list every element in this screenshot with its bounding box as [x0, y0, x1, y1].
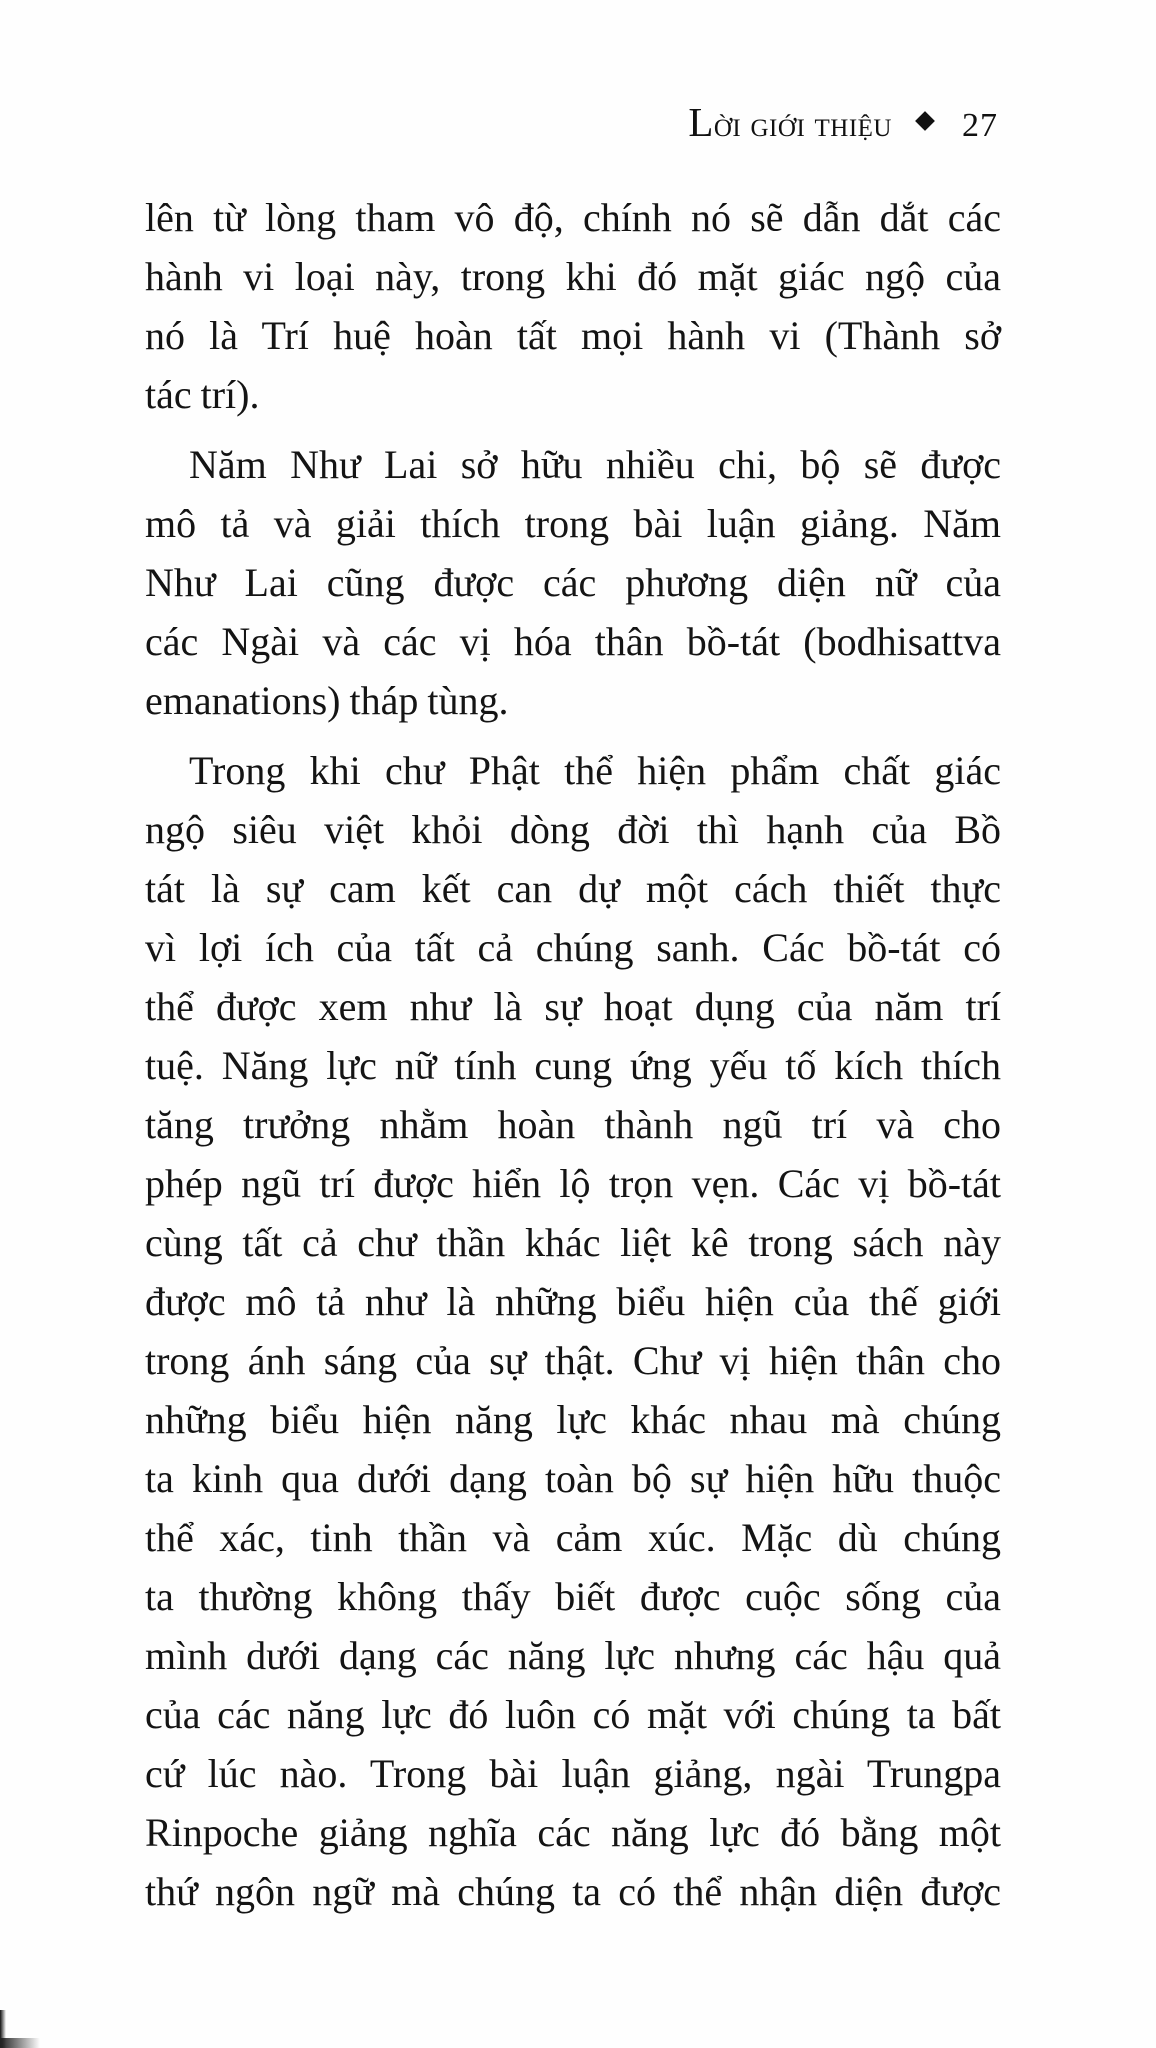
- text-line: ta kinh qua dưới dạng toàn bộ sự hiện hữu thuộc: [145, 1456, 1001, 1501]
- text-line: tát là sự cam kết can dự một cách thiết thực: [145, 866, 1001, 911]
- text-line: tuệ. Năng lực nữ tính cung ứng yếu tố kích thích: [145, 1043, 1001, 1088]
- text-line: ta thường không thấy biết được cuộc sống của: [145, 1574, 1001, 1619]
- running-header: [688, 98, 998, 146]
- text-line: của các năng lực đó luôn có mặt với chúng ta bất: [145, 1692, 1001, 1737]
- text-line: Rinpoche giảng nghĩa các năng lực đó bằng một: [145, 1810, 1001, 1855]
- diamond-icon: [915, 111, 935, 131]
- text-line: thứ ngôn ngữ mà chúng ta có thể nhận diện được: [145, 1869, 1001, 1914]
- text-line: tăng trưởng nhằm hoàn thành ngũ trí và cho: [145, 1102, 1001, 1147]
- chapter-title-rest: ời giới thiệu: [713, 105, 892, 144]
- text-line: trong ánh sáng của sự thật. Chư vị hiện thân cho: [145, 1338, 1001, 1383]
- text-line: mình dưới dạng các năng lực nhưng các hậu quả: [145, 1633, 1001, 1678]
- text-line: được mô tả như là những biểu hiện của thế giới: [145, 1279, 1001, 1324]
- paragraph-1: [145, 188, 1001, 424]
- text-line: tác trí).: [145, 372, 260, 417]
- text-line: cứ lúc nào. Trong bài luận giảng, ngài Trungpa: [145, 1751, 1001, 1796]
- text-line: phép ngũ trí được hiển lộ trọn vẹn. Các vị bồ-tát: [145, 1161, 1001, 1206]
- text-line: emanations) tháp tùng.: [145, 678, 509, 723]
- text-line: các Ngài và các vị hóa thân bồ-tát (bodhisattva: [145, 619, 1001, 664]
- paragraph-2: [145, 435, 1001, 730]
- chapter-title: [688, 98, 892, 146]
- text-line: cùng tất cả chư thần khác liệt kê trong sách này: [145, 1220, 1001, 1265]
- body-text: [145, 188, 1001, 1932]
- scan-edge-shadow: [0, 2038, 40, 2048]
- paragraph-3: [145, 741, 1001, 1921]
- text-line: nó là Trí huệ hoàn tất mọi hành vi (Thành sở: [145, 313, 1001, 358]
- text-line: ngộ siêu việt khỏi dòng đời thì hạnh của Bồ: [145, 807, 1001, 852]
- text-line: Năm Như Lai sở hữu nhiều chi, bộ sẽ được: [189, 442, 1001, 487]
- text-line: lên từ lòng tham vô độ, chính nó sẽ dẫn dắt các: [145, 195, 1001, 240]
- text-line: vì lợi ích của tất cả chúng sanh. Các bồ-tát có: [145, 925, 1001, 970]
- text-line: Như Lai cũng được các phương diện nữ của: [145, 560, 1001, 605]
- text-line: mô tả và giải thích trong bài luận giảng. Năm: [145, 501, 1001, 546]
- text-line: hành vi loại này, trong khi đó mặt giác ngộ của: [145, 254, 1001, 299]
- text-line: thể xác, tinh thần và cảm xúc. Mặc dù chúng: [145, 1515, 1001, 1560]
- text-line: thể được xem như là sự hoạt dụng của năm trí: [145, 984, 1001, 1029]
- chapter-title-initial: L: [688, 99, 714, 145]
- text-line: những biểu hiện năng lực khác nhau mà chúng: [145, 1397, 1001, 1442]
- text-line: Trong khi chư Phật thể hiện phẩm chất giác: [189, 748, 1001, 793]
- page-number: 27: [962, 107, 998, 144]
